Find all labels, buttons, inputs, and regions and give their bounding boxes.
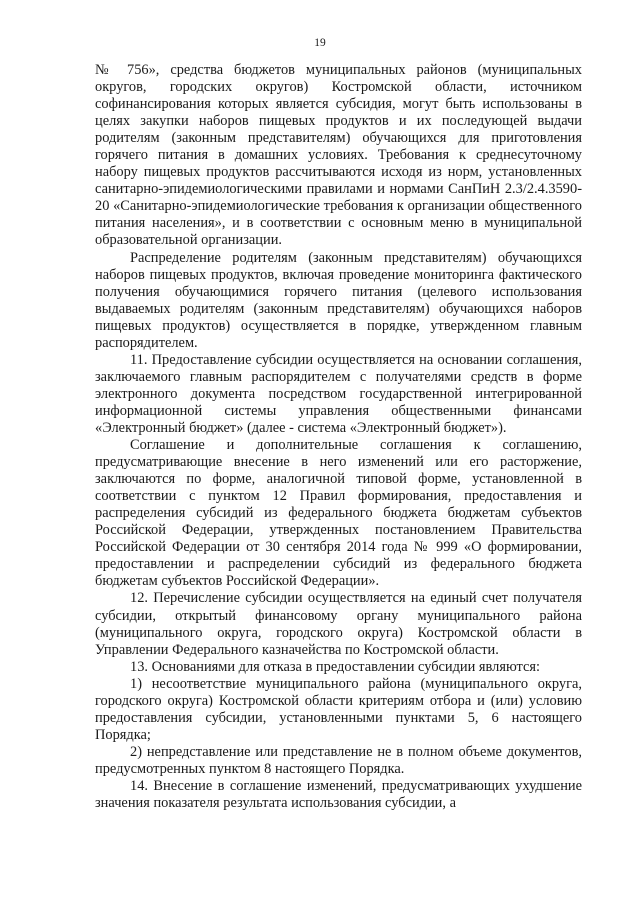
paragraph-item-12: 12. Перечисление субсидии осуществляется на единый счет получателя субсидии, открытый финансовому органу муниципального района (муниципального округа, городского округа) Костромской области в Управлении Федерального казначейства по Костромской области. (95, 590, 582, 658)
paragraph-continuation: № 756», средства бюджетов муниципальных районов (муниципальных округов, городских округов) Костромской области, источником софинансирования которых является субсидия, могут быть использованы в целях закупки наборов пищевых продуктов и их последующей выдачи родителям (законным представителям) обучающихся для приготовления горячего питания в домашних условиях. Требования к среднесуточному набору пищевых продуктов рассчитываются исходя из норм, установленных санитарно-эпидемиологическими правилами и нормами СанПиН 2.3/2.4.3590-20 «Санитарно-эпидемиологические требования к организации общественного питания населения», и в соответствии с основным меню в муниципальной образовательной организации. (95, 62, 582, 249)
paragraph-distribution: Распределение родителям (законным представителям) обучающихся наборов пищевых продуктов, включая проведение мониторинга фактического получения обучающимися горячего питания (целевого использования выдаваемых родителям (законным представителям) обучающихся наборов пищевых продуктов) осуществляется в порядке, утвержденном главным распорядителем. (95, 249, 582, 351)
document-body (95, 62, 582, 812)
paragraph-item-13-1: 1) несоответствие муниципального района (муниципального округа, городского округа) Костромской области критериям отбора и (или) условию предоставления субсидии, установленными пунктами 5, 6 настоящего Порядка; (95, 675, 582, 743)
page-number: 19 (314, 37, 326, 49)
paragraph-agreement: Соглашение и дополнительные соглашения к соглашению, предусматривающие внесение в него изменений или его расторжение, заключаются по форме, аналогичной типовой форме, установленной в соответствии с пунктом 12 Правил формирования, предоставления и распределения субсидий из федерального бюджета бюджетам субъектов Российской Федерации, утвержденных постановлением Правительства Российской Федерации от 30 сентября 2014 года № 999 «О формировании, предоставлении и распределении субсидий из федерального бюджета бюджетам субъектов Российской Федерации». (95, 437, 582, 590)
paragraph-item-13-2: 2) непредставление или представление не в полном объеме документов, предусмотренных пунктом 8 настоящего Порядка. (95, 743, 582, 777)
paragraph-item-13: 13. Основаниями для отказа в предоставлении субсидии являются: (130, 658, 540, 675)
paragraph-item-14: 14. Внесение в соглашение изменений, предусматривающих ухудшение значения показателя результата использования субсидии, а (95, 777, 582, 812)
paragraph-item-11: 11. Предоставление субсидии осуществляется на основании соглашения, заключаемого главным распорядителем с получателями средств в форме электронного документа посредством государственной интегрированной информационной системы управления общественными финансами «Электронный бюджет» (далее - система «Электронный бюджет»). (95, 351, 582, 436)
